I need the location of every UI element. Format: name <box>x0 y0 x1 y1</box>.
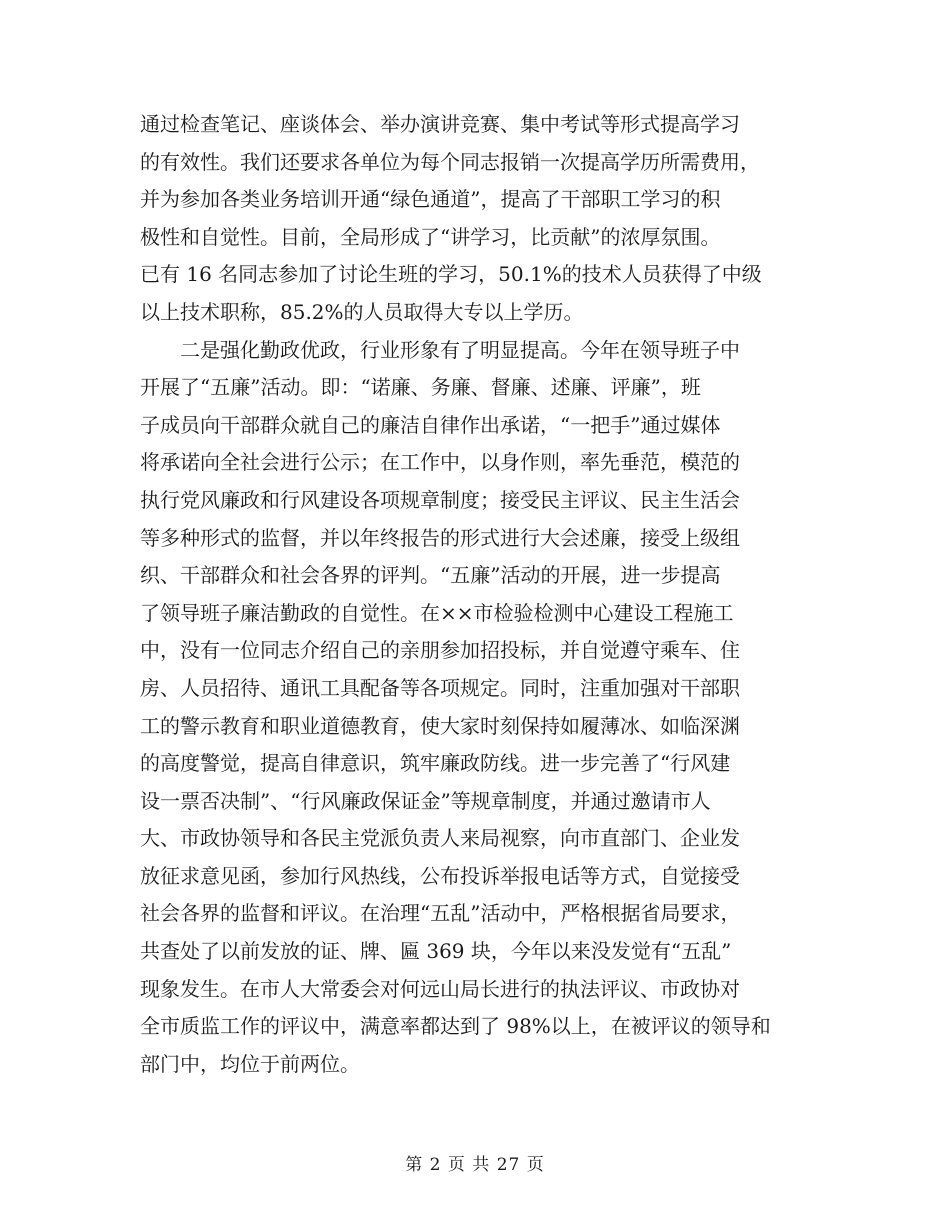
text-line: 并为参加各类业务培训开通“绿色通道”，提高了干部职工学习的积 <box>140 187 721 212</box>
text-line: 子成员向干部群众就自己的廉洁自律作出承诺，“一把手”通过媒体 <box>140 412 721 437</box>
text-line: 共查处了以前发放的证、牌、匾 369 块，今年以来没发觉有“五乱” <box>140 939 732 964</box>
text-line: 房、人员招待、通讯工具配备等各项规定。同时，注重加强对干部职 <box>140 675 740 700</box>
text-line: 极性和自觉性。目前，全局形成了“讲学习，比贡献”的浓厚氛围。 <box>140 224 721 249</box>
text-line: 执行党风廉政和行风建设各项规章制度；接受民主评议、民主生活会 <box>140 487 740 512</box>
text-line: 以上技术职称，85.2%的人员取得大专以上学历。 <box>140 299 584 324</box>
text-line: 放征求意见函，参加行风热线，公布投诉举报电话等方式，自觉接受 <box>140 863 740 888</box>
page-number-footer: 第 2 页 共 27 页 <box>405 1155 545 1175</box>
text-line: 织、干部群众和社会各界的评判。“五廉”活动的开展，进一步提高 <box>140 563 721 588</box>
text-line: 现象发生。在市人大常委会对何远山局长进行的执法评议、市政协对 <box>140 976 740 1001</box>
text-line: 将承诺向全社会进行公示；在工作中，以身作则，率先垂范，模范的 <box>140 450 740 475</box>
text-line: 全市质监工作的评议中，满意率都达到了 98%以上，在被评议的领导和 <box>140 1014 771 1039</box>
text-line: 已有 16 名同志参加了讨论生班的学习，50.1%的技术人员获得了中级 <box>140 262 762 287</box>
text-line: 部门中，均位于前两位。 <box>140 1051 360 1076</box>
text-line: 的有效性。我们还要求各单位为每个同志报销一次提高学历所需费用， <box>140 149 760 174</box>
text-line: 社会各界的监督和评议。在治理“五乱”活动中，严格根据省局要求， <box>140 901 741 926</box>
text-line: 的高度警觉，提高自律意识，筑牢廉政防线。进一步完善了“行风建 <box>140 751 731 776</box>
paragraph-start-line: 二是强化勤政优政，行业形象有了明显提高。今年在领导班子中 <box>140 337 740 362</box>
text-line: 大、市政协领导和各民主党派负责人来局视察，向市直部门、企业发 <box>140 826 740 851</box>
text-line: 中，没有一位同志介绍自己的亲朋参加招投标，并自觉遵守乘车、住 <box>140 638 740 663</box>
body-text <box>140 106 820 1083</box>
text-line: 通过检查笔记、座谈体会、举办演讲竞赛、集中考试等形式提高学习 <box>140 112 740 136</box>
text-line: 等多种形式的监督，并以年终报告的形式进行大会述廉，接受上级组 <box>140 525 740 550</box>
text-line: 设一票否决制”、“行风廉政保证金”等规章制度，并通过邀请市人 <box>140 788 711 813</box>
text-line: 工的警示教育和职业道德教育，使大家时刻保持如履薄冰、如临深渊 <box>140 713 740 738</box>
text-line: 了领导班子廉洁勤政的自觉性。在××市检验检测中心建设工程施工 <box>140 600 734 625</box>
text-line: 开展了“五廉”活动。即：“诺廉、务廉、督廉、述廉、评廉”，班 <box>140 375 701 400</box>
